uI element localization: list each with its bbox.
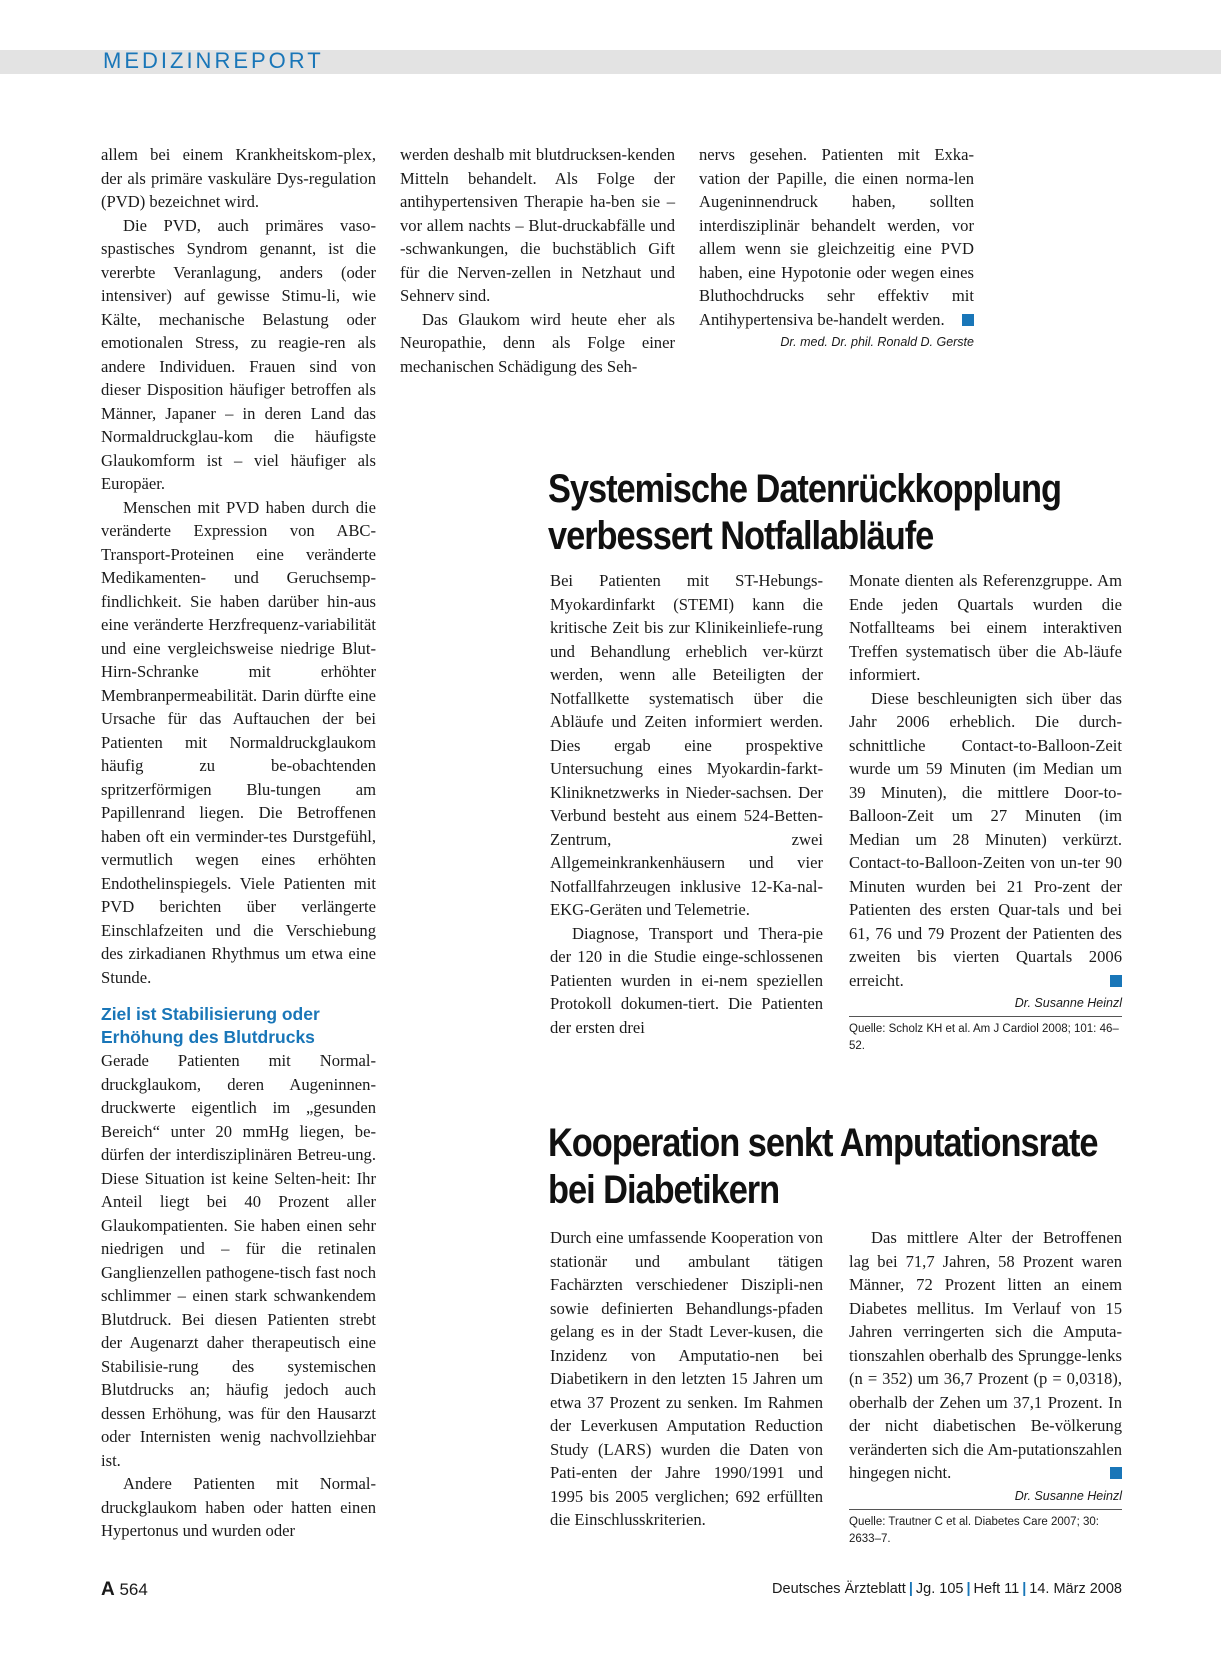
paragraph (849, 687, 1122, 993)
paragraph: allem bei einem Krankheitskom-plex, der als primäre vaskuläre Dys-regulation (PVD) bezeichnet wird. (101, 145, 376, 211)
paragraph: Menschen mit PVD haben durch die veränderte Expression von ABC-Transport-Proteinen eine veränderte Medikamenten- und Geruchsemp-findlichkeit. Sie haben darüber hin-aus eine veränderte Herzfrequenz-variabilität und eine vergleichsweise niedrige Blut-Hirn-Schranke mit erhöhter Membranpermeabilität. Darin dürfte eine Ursache für das Auftauchen der bei Patienten mit Normaldruckglaukom häufig zu be-obachtenden spritzerförmigen Blu-tungen am Papillenrand liegen. Die Betroffenen haben oft ein verminder-tes Durstgefühl, vermutlich wegen eines erhöhten Endothelinspiegels. Viele Patienten mit PVD berichten über verlängerte Einschlafzeiten und die Verschiebung des zirkadianen Rhythmus um etwa eine Stunde. (101, 497, 376, 987)
paragraph (699, 143, 974, 331)
journal-issue: Heft 11 (973, 1581, 1020, 1597)
article1-column-1 (101, 143, 376, 1543)
source-citation: Quelle: Trautner C et al. Diabetes Care 2007; 30: 2633–7. (849, 1509, 1122, 1548)
article2-column-2 (849, 569, 1122, 1055)
paragraph: Andere Patienten mit Normal-druckglaukom haben oder hatten einen Hypertonus und wurden oder (101, 1474, 376, 1540)
author-byline: Dr. med. Dr. phil. Ronald D. Gerste (780, 335, 974, 349)
paragraph: Diagnose, Transport und Thera-pie der 120 in die Studie einge-schlossenen Patienten wurden in ei-nem speziellen Protokoll dokumen-tiert. Die Patienten der ersten drei (550, 923, 823, 1037)
article2-headline: Systemische Datenrückkopplung verbessert Notfallabläufe (548, 467, 1061, 558)
article2-column-1 (550, 569, 823, 1039)
author-byline: Dr. Susanne Heinzl (1014, 1488, 1122, 1503)
paragraph: Bei Patienten mit ST-Hebungs-Myokardinfarkt (STEMI) kann die kritische Zeit bis zur Klinikeinliefe-rung und Behandlung erheblich ver-kürzt werden, wenn alle Beteiligten der Notfallkette systematisch über die Abläufe und Zeiten informiert werden. Dies ergab eine prospektive Untersuchung eines Myokardin-farkt-Kliniknetzwerks in Nieder-sachsen. Der Verbund besteht aus einem 524-Betten-Zentrum, zwei Allgemeinkrankenhäusern und vier Notfallfahrzeugen inklusive 12-Ka-nal-EKG-Geräten und Telemetrie. (550, 571, 823, 919)
paragraph: Gerade Patienten mit Normal-druckglaukom, deren Augeninnen-druckwerte eigentlich im „gesunden Bereich“ unter 20 mmHg liegen, be-dürfen der interdisziplinären Betreu-ung. Diese Situation ist keine Selten-heit: Ihr Anteil liegt bei 40 Prozent aller Glaukompatienten. Sie haben einen sehr niedrigen und – für die retinalen Ganglienzellen pathogene-tisch fast noch schlimmer – einen stark schwankendem Blutdruck. Bei diesen Patienten strebt der Augenarzt daher therapeutisch eine Stabilisie-rung des systemischen Blutdrucks an; häufig jedoch auch dessen Erhöhung, was für den Hausarzt oder Internisten wenig nachvollziehbar ist. (101, 1051, 376, 1470)
page-number-value: 564 (119, 1580, 148, 1599)
article-end-marker (1110, 975, 1122, 987)
paragraph: werden deshalb mit blutdrucksen-kenden Mitteln behandelt. Als Folge der antihypertensiven Therapie ha-ben sie – vor allem nachts – Blut-druckabfälle und -schwankungen, die buchstäblich Gift für die Nerven-zellen in Netzhaut und Sehnerv sind. (400, 145, 675, 305)
source-citation: Quelle: Scholz KH et al. Am J Cardiol 2008; 101: 46–52. (849, 1016, 1122, 1055)
page-number (101, 1579, 148, 1601)
article-end-marker (1110, 1467, 1122, 1479)
paragraph: Das Glaukom wird heute eher als Neuropathie, denn als Folge einer mechanischen Schädigung des Seh- (400, 309, 675, 376)
paragraph (849, 1226, 1122, 1485)
journal-info: Deutsches Ärzteblatt | Jg. 105 | Heft 11 | 14. März 2008 (772, 1581, 1122, 1597)
author-byline: Dr. Susanne Heinzl (1014, 996, 1122, 1010)
journal-name: Deutsches Ärzteblatt (772, 1581, 906, 1597)
article3-column-1 (550, 1226, 823, 1532)
article1-column-3 (699, 143, 974, 351)
paragraph-text: Das mittlere Alter der Betroffenen lag bei 71,7 Jahren, 58 Prozent waren Männer, 72 Prozent litten an einem Diabetes mellitus. Im Verlauf von 15 Jahren verringerten sich die Amputa-tionszahlen oberhalb des Sprungge-lenks (n = 352) um 36,7 Prozent (p = 0,0318), oberhalb der Zehen um 37,1 Prozent. In der nicht diabetischen Be-völkerung veränderten sich die Am-putationszahlen hingegen nicht. (849, 1228, 1122, 1482)
paragraph: Monate dienten als Referenzgruppe. Am Ende jeden Quartals wurden die Notfallteams bei einem interaktiven Treffen systematisch über die Ab-läufe informiert. (849, 571, 1122, 684)
subheading: Ziel ist Stabilisierung oder Erhöhung des Blutdrucks (101, 1004, 320, 1047)
paragraph-text: nervs gesehen. Patienten mit Exka-vation der Papille, die einen norma-len Augeninnendruck haben, sollten interdisziplinär behandelt werden, vor allem wenn sie gleichzeitig eine PVD haben, eine Hypotonie oder wegen eines Bluthochdrucks sehr effektiv mit Antihypertensiva be-handelt werden. (699, 145, 974, 329)
paragraph: Die PVD, auch primäres vaso-spastisches Syndrom genannt, ist die vererbte Veranlagung, anders (oder intensiver) auf gewisse Stimu-li, wie Kälte, mechanische Belastung oder emotionalen Stress, zu reagie-ren als andere Individuen. Frauen sind von dieser Disposition häufiger betroffen als Männer, Japaner – in deren Land das Normaldruckglau-kom die häufigste Glaukomform ist – viel häufiger als Europäer. (101, 215, 376, 493)
paragraph-text: Diese beschleunigten sich über das Jahr 2006 erheblich. Die durch-schnittliche Contact-to-Balloon-Zeit wurde um 59 Minuten (im Median um 39 Minuten), die mittlere Door-to-Balloon-Zeit um 27 Minuten (im Median um 28 Minuten) verkürzt. Contact-to-Balloon-Zeiten von un-ter 90 Minuten wurden bei 21 Pro-zent der Patienten des ersten Quar-tals und bei 61, 76 und 79 Prozent der Patienten des zweiten bis vierten Quartals 2006 erreicht. (849, 688, 1122, 990)
journal-date: 14. März 2008 (1029, 1581, 1122, 1597)
article3-headline: Kooperation senkt Amputationsrate bei Diabetikern (548, 1121, 1098, 1212)
article-end-marker (962, 314, 974, 326)
paragraph: Durch eine umfassende Kooperation von stationär und ambulant tätigen Fachärzten verschiedener Diszipli-nen sowie definierten Behandlungs-pfaden gelang es in der Stadt Lever-kusen, die Inzidenz von Amputatio-nen bei Diabetikern in den letzten 15 Jahren um etwa 37 Prozent zu senken. Im Rahmen der Leverkusen Amputation Reduction Study (LARS) wurden die Daten von Pati-enten der Jahre 1990/1991 und 1995 bis 2005 verglichen; 692 erfüllten die Einschlusskriterien. (550, 1228, 823, 1529)
article3-column-2 (849, 1226, 1122, 1548)
journal-volume: Jg. 105 (915, 1581, 964, 1597)
page-prefix: A (101, 1579, 115, 1600)
section-label: MEDIZINREPORT (103, 48, 324, 73)
article1-column-2 (400, 143, 675, 378)
